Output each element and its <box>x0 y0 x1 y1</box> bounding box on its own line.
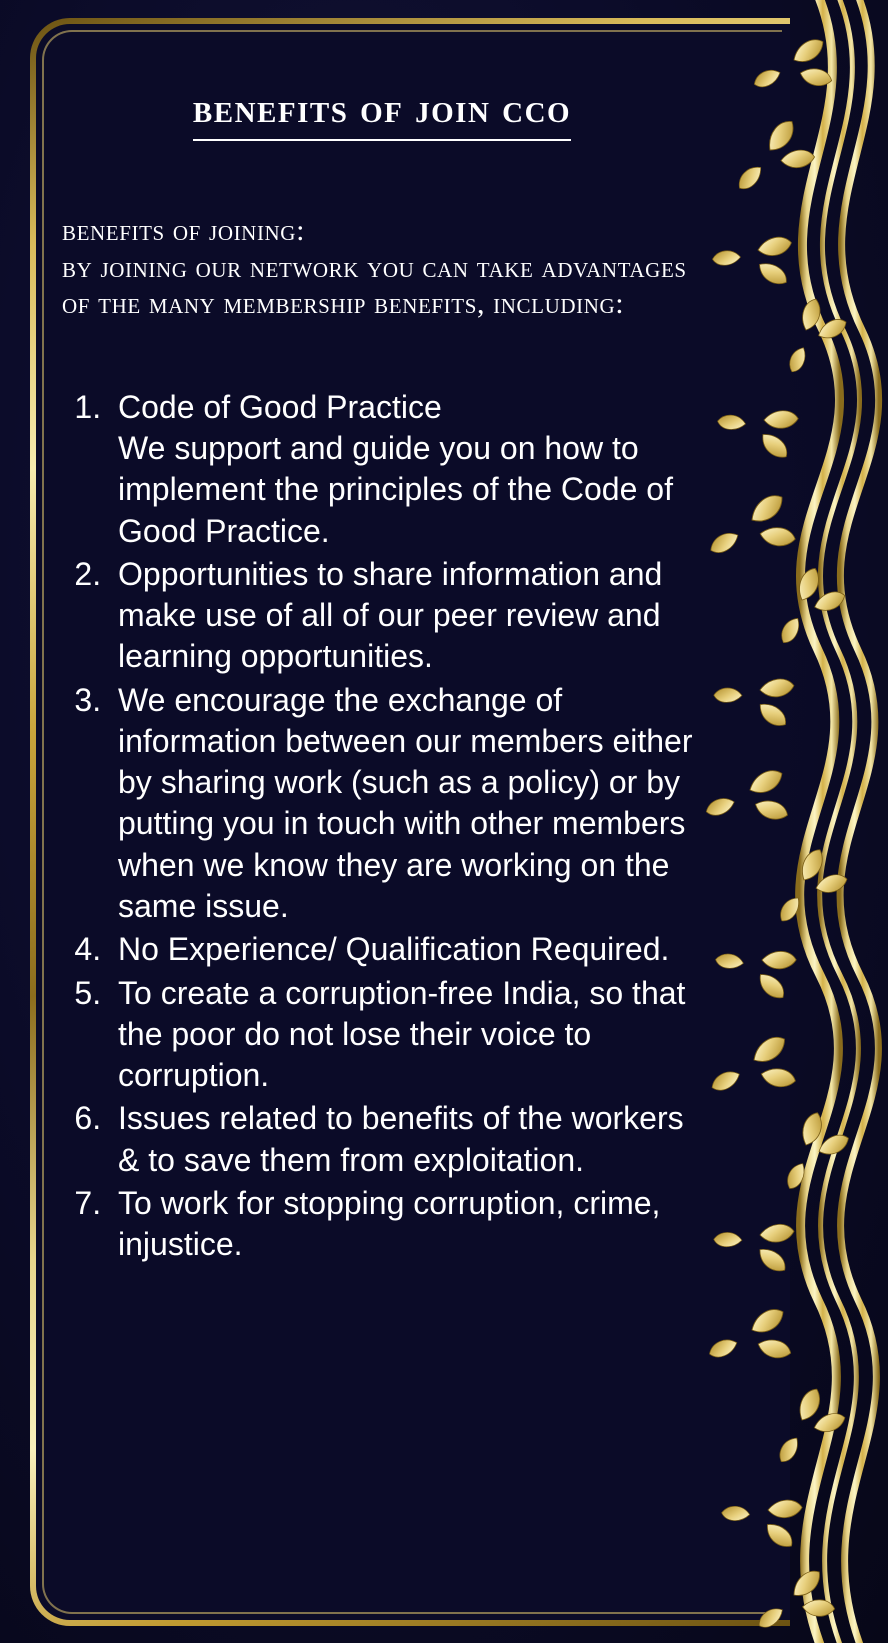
page-title-wrap <box>62 70 702 141</box>
list-item: 3. We encourage the exchange of information between our members either by sharing work (such as a policy) or by putting you in touch with other members when we know they are working on the same issue. <box>110 680 702 928</box>
benefit-detail: We support and guide you on how to implement the principles of the Code of Good Practice. <box>118 430 673 549</box>
lead-heading: benefits of joining: <box>62 214 306 247</box>
lead-body: by joining our network you can take advantages of the many membership benefits, including: <box>62 250 687 321</box>
list-item: 5. To create a corruption-free India, so that the poor do not lose their voice to corruption. <box>110 973 702 1097</box>
benefit-title: Code of Good Practice <box>118 388 442 425</box>
list-item: 4. No Experience/ Qualification Required. <box>110 929 702 970</box>
list-item: 2. Opportunities to share information and make use of all of our peer review and learning opportunities. <box>110 554 702 678</box>
list-item: 6. Issues related to benefits of the workers & to save them from exploitation. <box>110 1098 702 1181</box>
gold-vine-ornament-icon <box>698 0 888 1643</box>
benefits-list <box>62 387 702 1266</box>
lead-paragraph <box>62 213 702 323</box>
list-item <box>110 387 702 552</box>
poster-content <box>62 70 702 1570</box>
page-title: benefits of join cco <box>193 84 571 141</box>
list-item: 7. To work for stopping corruption, crime, injustice. <box>110 1183 702 1266</box>
